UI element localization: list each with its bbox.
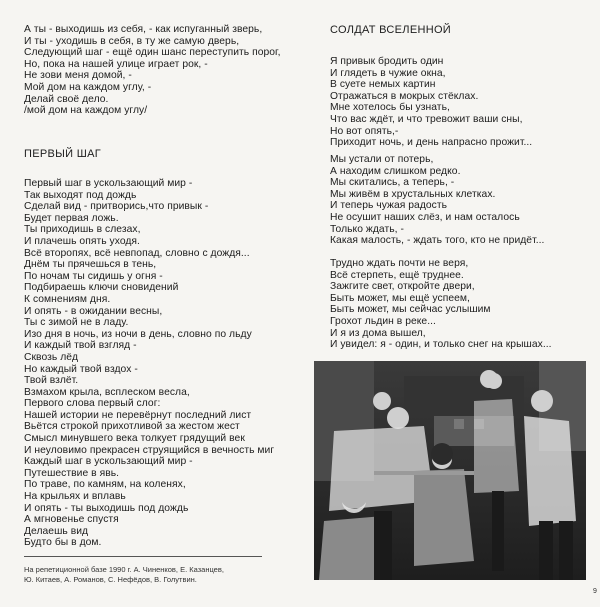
page-number: 9 <box>593 588 597 595</box>
lyric-line: Мы устали от потерь, <box>330 154 434 165</box>
lyric-line: Первый шаг в ускользающий мир - <box>24 178 193 189</box>
lyric-line: Но, пока на нашей улице играет рок, - <box>24 58 208 70</box>
lyric-line: Будет первая ложь. <box>24 212 119 224</box>
lyric-line: И опять - в ожидании весны, <box>24 305 163 317</box>
lyric-line: А находим слишком редко. <box>330 165 461 177</box>
verse-lyrics <box>24 24 281 117</box>
lyric-line: Днём ты прячешься в тень, <box>24 259 157 271</box>
lyric-line: Зажгите свет, откройте двери, <box>330 281 475 293</box>
caption-line: Ю. Китаев, А. Романов, С. Нефёдов, В. Голутвин. <box>24 575 197 584</box>
verse-lyrics <box>330 154 544 247</box>
lyric-line: Что вас ждёт, и что тревожит ваши сны, <box>330 113 523 125</box>
lyric-line: Не зови меня домой, - <box>24 70 132 82</box>
lyric-line: А ты - выходишь из себя, - как испуганный зверь, <box>24 24 263 35</box>
lyric-line: Мы скитались, а теперь, - <box>330 177 455 189</box>
caption-divider <box>24 556 262 557</box>
lyric-line: Делаешь вид <box>24 525 89 537</box>
lyric-line: Сделай вид - притворись,что привык - <box>24 201 209 213</box>
lyric-line: Вьётся строкой прихотливой за жестом жест <box>24 421 240 433</box>
lyric-line: Быть может, мы ещё успеем, <box>330 292 470 304</box>
lyric-line: Так выходят под дождь <box>24 189 137 201</box>
verse-lyrics <box>330 56 532 149</box>
lyric-line: А мгновенье спустя <box>24 514 119 526</box>
lyric-line: И плачешь опять уходя. <box>24 235 140 247</box>
lyric-line: И теперь чужая радость <box>330 200 448 212</box>
lyric-line: Сквозь лёд <box>24 351 79 363</box>
lyric-line: Не осушит наших слёз, и нам осталось <box>330 211 520 223</box>
song-title-soldier: СОЛДАТ ВСЕЛЕННОЙ <box>330 24 452 36</box>
lyric-line: В суете немых картин <box>330 79 436 91</box>
lyric-line: Но вот опять,- <box>330 125 399 137</box>
lyric-line: Отражаться в мокрых стёклах. <box>330 90 479 102</box>
lyric-line: Но каждый твой вздох - <box>24 363 138 375</box>
lyric-line: Мой дом на каждом углу, - <box>24 81 152 93</box>
lyric-line: Быть может, мы сейчас услышим <box>330 304 491 316</box>
lyric-line: Делай своё дело. <box>24 93 109 105</box>
song-title-first-step: ПЕРВЫЙ ШАГ <box>24 148 101 160</box>
lyric-line: На крыльях и вплавь <box>24 491 126 503</box>
lyric-line: Следующий шаг - ещё один шанс переступить порог, <box>24 47 281 59</box>
lyric-line: Изо дня в ночь, из ночи в день, словно по льду <box>24 328 252 340</box>
lyric-line: Ты с зимой не в ладу. <box>24 317 129 329</box>
lyric-line: Только ждать, - <box>330 223 404 235</box>
lyric-line: Грохот льдин в реке... <box>330 315 436 327</box>
lyric-line: Подбираешь ключи сновидений <box>24 282 179 294</box>
lyric-line: Всё стерпеть, ещё труднее. <box>330 269 464 281</box>
lyric-line: И глядеть в чужие окна, <box>330 67 446 79</box>
lyric-line: К сомнениям дня. <box>24 293 111 305</box>
lyric-line: Нашей истории не перевёрнут последний лист <box>24 409 252 421</box>
lyric-line: Приходит ночь, и день напрасно прожит... <box>330 137 533 149</box>
caption-line: На репетиционной базе 1990 г. А. Чиненков, Е. Казанцев, <box>24 565 224 574</box>
lyric-line: Смысл минувшего века толкует грядущий век <box>24 433 245 445</box>
band-photo-illustration <box>314 361 586 580</box>
lyric-line: И каждый твой взгляд - <box>24 340 137 352</box>
lyric-line: Первого слова первый слог: <box>24 398 161 410</box>
lyric-line: Каждый шаг в ускользающий мир - <box>24 456 193 468</box>
lyric-line: Будто бы в дом. <box>24 537 102 549</box>
lyric-line: И неуловимо прекрасен струящийся в вечность миг <box>24 444 275 456</box>
lyric-line: Всё второпях, всё невпопад, словно с дождя... <box>24 247 250 259</box>
lyric-line: Какая малость, - ждать того, кто не придёт... <box>330 235 545 247</box>
lyric-line: И увидел: я - один, и только снег на крышах... <box>330 339 552 351</box>
lyric-line: Взмахом крыла, всплеском весла, <box>24 386 190 398</box>
lyric-line: По ночам ты сидишь у огня - <box>24 270 163 282</box>
lyric-line: /мой дом на каждом углу/ <box>24 105 148 117</box>
lyric-line: И ты - уходишь в себя, в ту же самую дверь, <box>24 35 240 47</box>
song-lyrics-first-step <box>24 178 274 549</box>
lyric-line: Ты приходишь в слезах, <box>24 224 141 236</box>
lyric-line: Мне хотелось бы узнать, <box>330 102 450 114</box>
lyric-line: Я привык бродить один <box>330 56 444 67</box>
band-photo <box>314 361 586 580</box>
lyric-line: Путешествие в явь. <box>24 467 120 479</box>
verse-lyrics <box>330 258 552 351</box>
lyric-line: Мы живём в хрустальных клетках. <box>330 188 496 200</box>
lyric-line: И я из дома вышел, <box>330 327 426 339</box>
lyric-line: И опять - ты выходишь под дождь <box>24 502 189 514</box>
lyric-line: Твой взлёт. <box>24 375 79 387</box>
lyric-line: Трудно ждать почти не веря, <box>330 258 469 269</box>
photo-caption <box>24 565 294 585</box>
lyric-line: По траве, по камням, на коленях, <box>24 479 186 491</box>
